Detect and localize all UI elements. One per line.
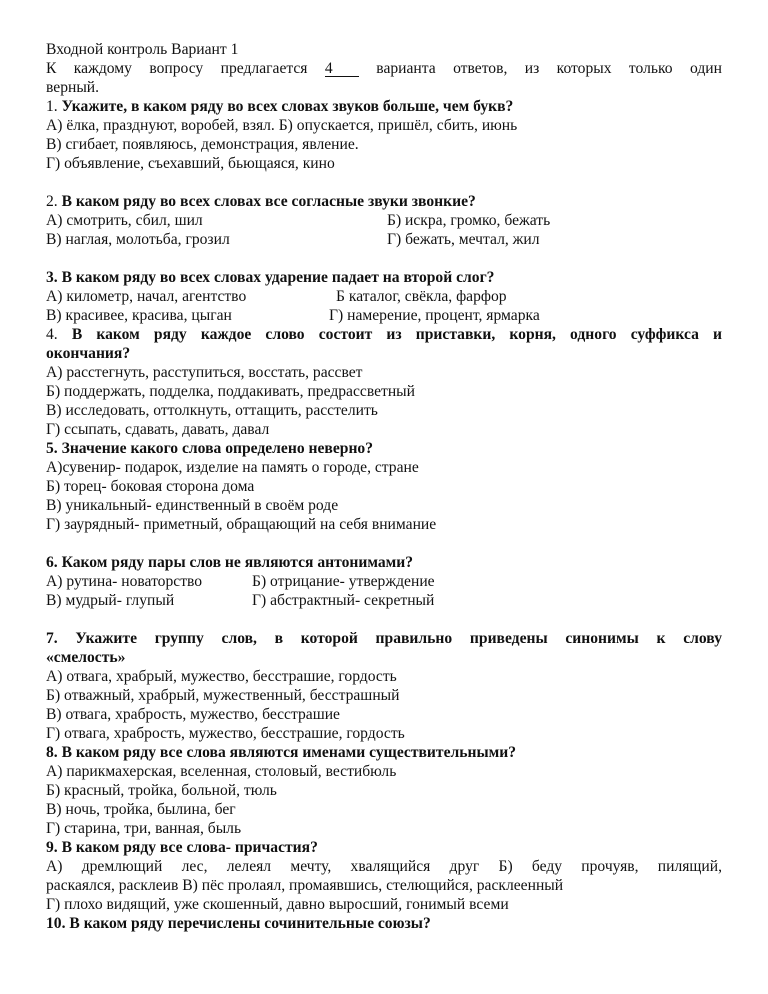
question-2-text: В каком ряду во всех словах все согласные звуки звонкие? bbox=[61, 193, 476, 210]
question-7-text: 7. Укажите группу слов, в которой правильно приведены синонимы к слову bbox=[46, 630, 722, 647]
question-6-options-row bbox=[46, 591, 722, 610]
question-5-option-b: Б) торец- боковая сторона дома bbox=[46, 478, 255, 495]
question-2-option-d: Г) бежать, мечтал, жил bbox=[387, 231, 540, 248]
question-1-number: 1. bbox=[46, 98, 58, 115]
question-7-option-b: Б) отважный, храбрый, мужественный, бесстрашный bbox=[46, 687, 400, 704]
intro-text-after: варианта ответов, из которых только один bbox=[376, 60, 722, 77]
question-4-option-d: Г) ссыпать, сдавать, давать, давал bbox=[46, 421, 270, 438]
question-4-option-c: В) исследовать, оттолкнуть, оттащить, расстелить bbox=[46, 402, 378, 419]
question-4-option-a: А) расстегнуть, расступиться, восстать, рассвет bbox=[46, 364, 363, 381]
question-8-option-a: А) парикмахерская, вселенная, столовый, вестибюль bbox=[46, 763, 397, 780]
question-5-option-d: Г) заурядный- приметный, обращающий на себя внимание bbox=[46, 516, 437, 533]
question-1-option-line: Г) объявление, съехавший, бьющаяся, кино bbox=[46, 155, 335, 172]
test-document bbox=[46, 40, 722, 933]
question-3-option-c: В) красивее, красива, цыган bbox=[46, 307, 232, 324]
question-3-options-row bbox=[46, 306, 722, 325]
document-title: Входной контроль Вариант 1 bbox=[46, 41, 239, 58]
question-4-option-b: Б) поддержать, подделка, поддакивать, предрассветный bbox=[46, 383, 415, 400]
question-6-option-d: Г) абстрактный- секретный bbox=[252, 592, 435, 609]
question-6-options-row bbox=[46, 572, 722, 591]
question-1-option-line: А) ёлка, празднуют, воробей, взял. Б) опускается, пришёл, сбить, июнь bbox=[46, 117, 518, 134]
question-7-text-cont: «смелость» bbox=[46, 649, 126, 666]
question-4 bbox=[46, 325, 722, 344]
question-5-text: 5. Значение какого слова определено неверно? bbox=[46, 440, 374, 457]
question-9-option-line: А) дремлющий лес, лелеял мечту, хвалящийся друг Б) беду прочуяв, пилящий, bbox=[46, 858, 722, 875]
intro-line bbox=[46, 59, 722, 78]
answer-count: 4 bbox=[325, 61, 359, 77]
question-1-option-line: В) сгибает, появляюсь, демонстрация, явление. bbox=[46, 136, 359, 153]
question-6-text: 6. Каком ряду пары слов не являются антонимами? bbox=[46, 554, 414, 571]
question-2 bbox=[46, 192, 722, 211]
question-4-text-cont: окончания? bbox=[46, 345, 131, 362]
question-5-option-c: В) уникальный- единственный в своём роде bbox=[46, 497, 339, 514]
question-3-option-d: Г) намерение, процент, ярмарка bbox=[329, 307, 540, 324]
question-8-option-b: Б) красный, тройка, больной, тюль bbox=[46, 782, 277, 799]
question-5-option-a: А)сувенир- подарок, изделие на память о городе, стране bbox=[46, 459, 419, 476]
question-9-option-line: Г) плохо видящий, уже скошенный, давно выросший, гонимый всеми bbox=[46, 896, 509, 913]
question-6-option-c: В) мудрый- глупый bbox=[46, 592, 175, 609]
question-4-text: В каком ряду каждое слово состоит из приставки, корня, одного суффикса и bbox=[71, 326, 722, 343]
question-4-number: 4. bbox=[46, 326, 58, 343]
question-6-option-a: А) рутина- новаторство bbox=[46, 573, 203, 590]
question-7-option-d: Г) отвага, храбрость, мужество, бесстрашие, гордость bbox=[46, 725, 405, 742]
question-8-text: 8. В каком ряду все слова являются именами существительными? bbox=[46, 744, 517, 761]
question-7-option-c: В) отвага, храбрость, мужество, бесстрашие bbox=[46, 706, 340, 723]
question-7-option-a: А) отвага, храбрый, мужество, бесстрашие, гордость bbox=[46, 668, 397, 685]
question-2-number: 2. bbox=[46, 193, 58, 210]
question-2-option-a: А) смотрить, сбил, шил bbox=[46, 212, 203, 229]
question-9-option-line: раскаялся, расклеив В) пёс пролаял, промаявшись, стелющийся, расклеенный bbox=[46, 877, 564, 894]
question-3-text: 3. В каком ряду во всех словах ударение падает на второй слог? bbox=[46, 269, 495, 286]
question-2-option-c: В) наглая, молотьба, грозил bbox=[46, 231, 230, 248]
question-3-option-a: А) километр, начал, агентство bbox=[46, 288, 247, 305]
question-3-option-b: Б каталог, свёкла, фарфор bbox=[336, 288, 507, 305]
question-2-options-row bbox=[46, 211, 722, 230]
question-8-option-d: Г) старина, три, ванная, быль bbox=[46, 820, 242, 837]
question-2-option-b: Б) искра, громко, бежать bbox=[387, 212, 551, 229]
intro-text-before: К каждому вопросу предлагается bbox=[46, 60, 308, 77]
question-9-text: 9. В каком ряду все слова- причастия? bbox=[46, 839, 318, 856]
question-3-options-row bbox=[46, 287, 722, 306]
question-1 bbox=[46, 97, 722, 116]
intro-line-2: верный. bbox=[46, 79, 100, 96]
question-10-text: 10. В каком ряду перечислены сочинительные союзы? bbox=[46, 915, 431, 932]
question-8-option-c: В) ночь, тройка, былина, бег bbox=[46, 801, 236, 818]
question-1-text: Укажите, в каком ряду во всех словах звуков больше, чем букв? bbox=[61, 98, 514, 115]
question-6-option-b: Б) отрицание- утверждение bbox=[252, 573, 435, 590]
question-2-options-row bbox=[46, 230, 722, 249]
